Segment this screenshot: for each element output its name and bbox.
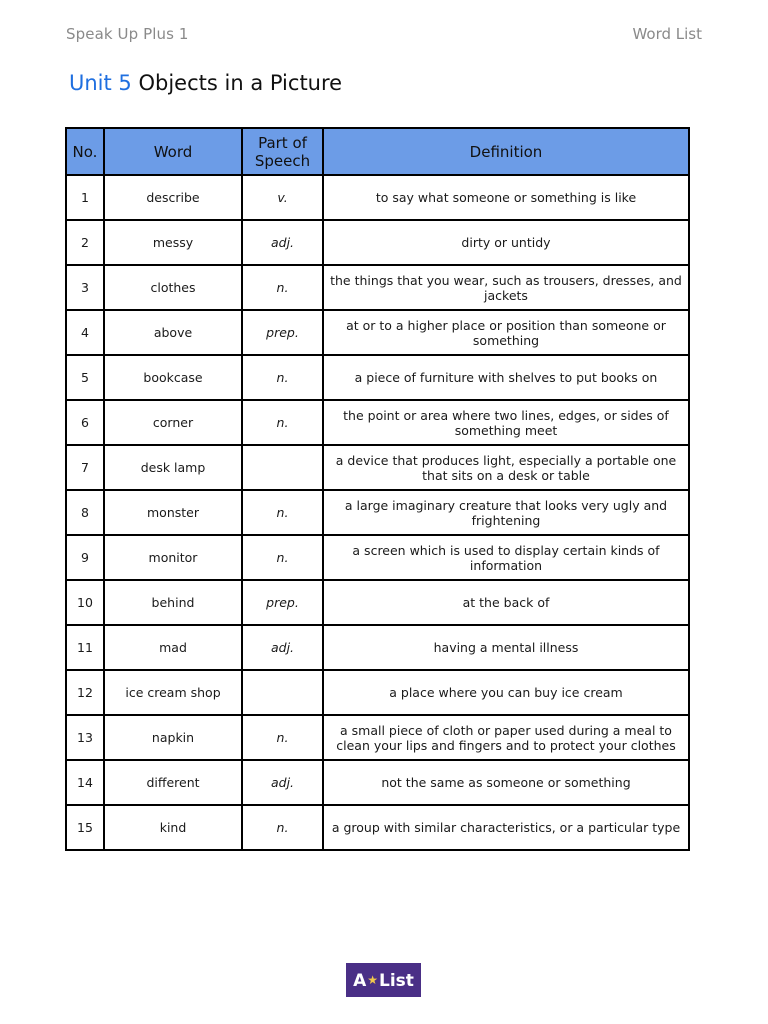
cell-part-of-speech: n. xyxy=(242,715,323,760)
cell-no: 14 xyxy=(66,760,104,805)
logo-letter-a: A xyxy=(353,971,367,991)
cell-word: kind xyxy=(104,805,242,850)
cell-word: monitor xyxy=(104,535,242,580)
column-header-no: No. xyxy=(66,128,104,175)
cell-definition: the point or area where two lines, edges, or sides of something meet xyxy=(323,400,689,445)
cell-part-of-speech: prep. xyxy=(242,580,323,625)
cell-definition: at or to a higher place or position than someone or something xyxy=(323,310,689,355)
table-row xyxy=(66,445,689,490)
cell-word: desk lamp xyxy=(104,445,242,490)
cell-definition: a piece of furniture with shelves to put books on xyxy=(323,355,689,400)
logo-word-list: List xyxy=(379,971,414,991)
cell-part-of-speech: adj. xyxy=(242,220,323,265)
unit-number: Unit 5 xyxy=(69,71,132,95)
cell-part-of-speech: n. xyxy=(242,805,323,850)
cell-part-of-speech: n. xyxy=(242,265,323,310)
table-row xyxy=(66,625,689,670)
cell-no: 9 xyxy=(66,535,104,580)
section-label: Word List xyxy=(632,25,702,43)
cell-definition: a place where you can buy ice cream xyxy=(323,670,689,715)
cell-word: describe xyxy=(104,175,242,220)
cell-no: 12 xyxy=(66,670,104,715)
cell-no: 11 xyxy=(66,625,104,670)
table-row xyxy=(66,175,689,220)
cell-definition: not the same as someone or something xyxy=(323,760,689,805)
cell-definition: a large imaginary creature that looks very ugly and frightening xyxy=(323,490,689,535)
column-header-part-of-speech: Part of Speech xyxy=(242,128,323,175)
cell-part-of-speech: n. xyxy=(242,535,323,580)
table-row xyxy=(66,760,689,805)
word-list-table xyxy=(65,127,690,851)
table-row xyxy=(66,580,689,625)
cell-definition: at the back of xyxy=(323,580,689,625)
cell-definition: having a mental illness xyxy=(323,625,689,670)
cell-word: clothes xyxy=(104,265,242,310)
cell-no: 15 xyxy=(66,805,104,850)
table-row xyxy=(66,355,689,400)
cell-part-of-speech xyxy=(242,445,323,490)
cell-definition: dirty or untidy xyxy=(323,220,689,265)
cell-word: monster xyxy=(104,490,242,535)
cell-word: mad xyxy=(104,625,242,670)
cell-no: 3 xyxy=(66,265,104,310)
cell-part-of-speech: prep. xyxy=(242,310,323,355)
cell-part-of-speech: adj. xyxy=(242,625,323,670)
table-row xyxy=(66,310,689,355)
cell-definition: the things that you wear, such as trousers, dresses, and jackets xyxy=(323,265,689,310)
cell-no: 6 xyxy=(66,400,104,445)
cell-no: 1 xyxy=(66,175,104,220)
cell-no: 2 xyxy=(66,220,104,265)
table-header-row xyxy=(66,128,689,175)
table-row xyxy=(66,220,689,265)
cell-part-of-speech: n. xyxy=(242,400,323,445)
cell-word: napkin xyxy=(104,715,242,760)
cell-definition: a small piece of cloth or paper used during a meal to clean your lips and fingers and to protect your clothes xyxy=(323,715,689,760)
cell-no: 5 xyxy=(66,355,104,400)
table-row xyxy=(66,715,689,760)
page-title xyxy=(69,71,342,95)
cell-definition: a device that produces light, especially a portable one that sits on a desk or table xyxy=(323,445,689,490)
cell-part-of-speech: adj. xyxy=(242,760,323,805)
cell-word: behind xyxy=(104,580,242,625)
cell-no: 8 xyxy=(66,490,104,535)
cell-definition: to say what someone or something is like xyxy=(323,175,689,220)
table-row xyxy=(66,805,689,850)
star-icon: ★ xyxy=(367,973,379,987)
cell-no: 10 xyxy=(66,580,104,625)
cell-word: corner xyxy=(104,400,242,445)
cell-word: ice cream shop xyxy=(104,670,242,715)
column-header-word: Word xyxy=(104,128,242,175)
table-row xyxy=(66,670,689,715)
cell-no: 13 xyxy=(66,715,104,760)
cell-definition: a screen which is used to display certain kinds of information xyxy=(323,535,689,580)
cell-word: different xyxy=(104,760,242,805)
a-list-logo xyxy=(346,963,421,997)
cell-part-of-speech: n. xyxy=(242,490,323,535)
cell-no: 4 xyxy=(66,310,104,355)
unit-title: Objects in a Picture xyxy=(138,71,343,95)
table-row xyxy=(66,400,689,445)
table-row xyxy=(66,535,689,580)
cell-part-of-speech: n. xyxy=(242,355,323,400)
cell-word: messy xyxy=(104,220,242,265)
cell-part-of-speech xyxy=(242,670,323,715)
column-header-definition: Definition xyxy=(323,128,689,175)
cell-word: above xyxy=(104,310,242,355)
table-row xyxy=(66,265,689,310)
cell-no: 7 xyxy=(66,445,104,490)
book-title: Speak Up Plus 1 xyxy=(66,25,189,43)
cell-word: bookcase xyxy=(104,355,242,400)
table-row xyxy=(66,490,689,535)
cell-definition: a group with similar characteristics, or a particular type xyxy=(323,805,689,850)
cell-part-of-speech: v. xyxy=(242,175,323,220)
